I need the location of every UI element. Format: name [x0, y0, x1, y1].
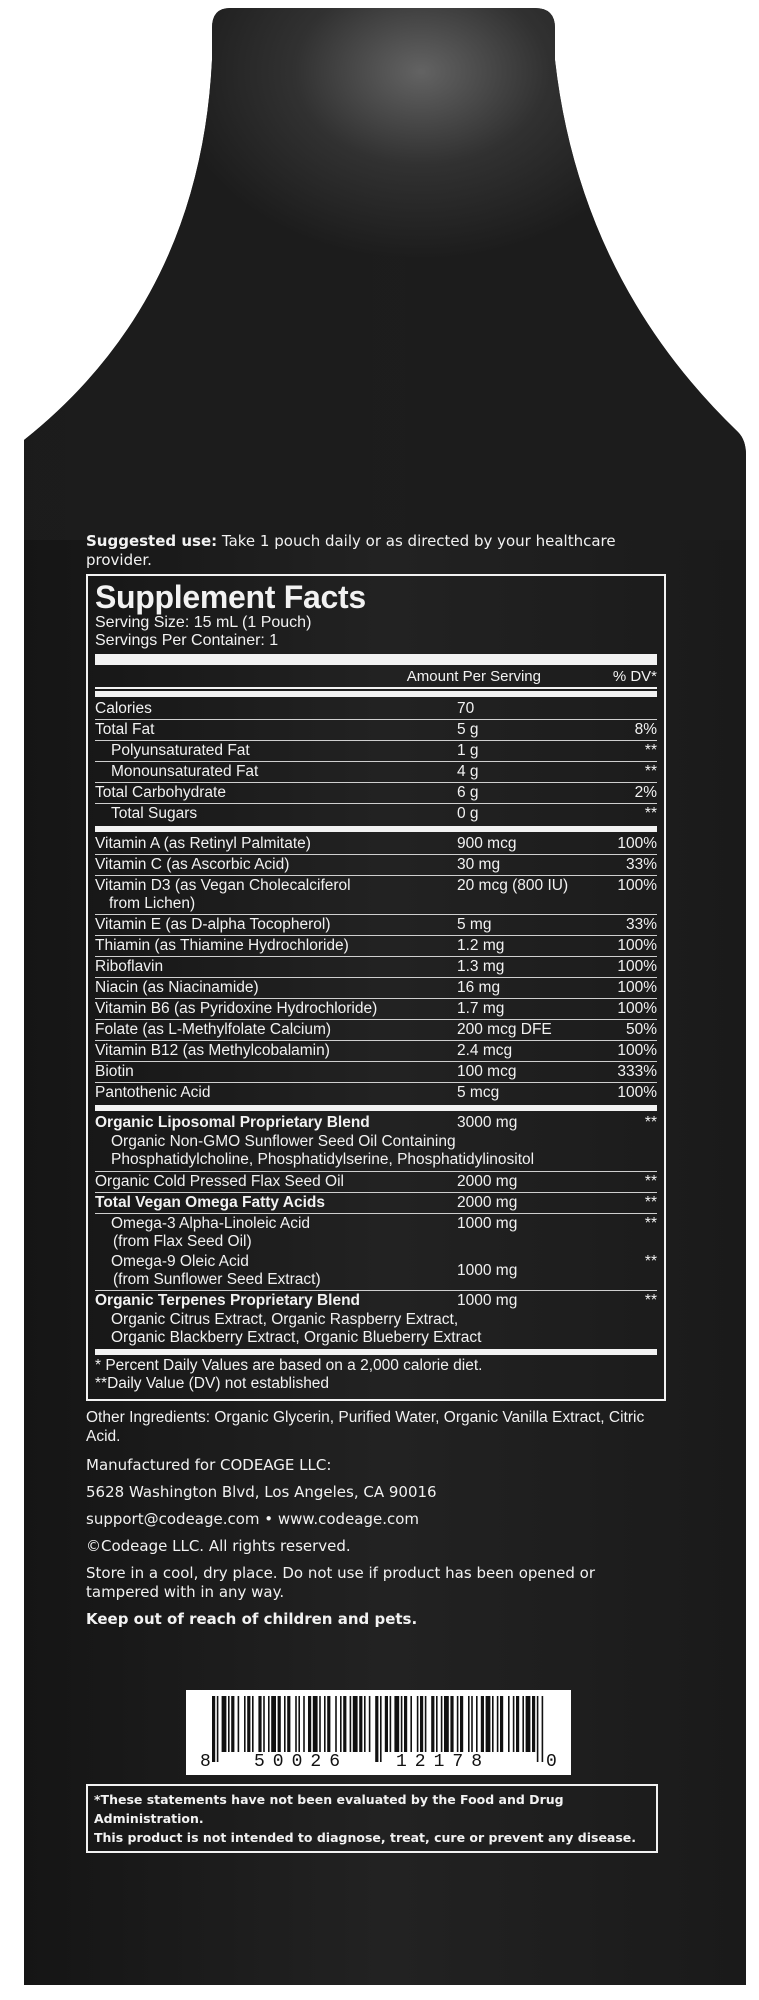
blend-amount: 3000 mg	[457, 1114, 518, 1131]
barcode-bar	[268, 1696, 270, 1752]
barcode-bar	[497, 1696, 499, 1752]
blend-sub-line: Organic Blackberry Extract, Organic Blueberry Extract	[111, 1329, 482, 1346]
nutrient-amount: 0 g	[457, 805, 479, 822]
manufacturer-contact: support@codeage.com • www.codeage.com	[86, 1510, 420, 1528]
header-dv: % DV*	[612, 668, 657, 685]
other-ingredients: Other Ingredients: Organic Glycerin, Purified Water, Organic Vanilla Extract, Citric Acid.	[86, 1409, 645, 1445]
nutrient-name: Total Carbohydrate	[95, 784, 226, 801]
facts-row-omega-9	[95, 1252, 657, 1291]
barcode-bar	[319, 1696, 321, 1752]
barcode-bar	[522, 1696, 524, 1752]
facts-row-biotin	[95, 1062, 657, 1083]
manufacturer-line: Manufactured for CODEAGE LLC:	[86, 1456, 332, 1474]
nutrient-dv: 50%	[625, 1021, 657, 1038]
barcode-bar	[284, 1696, 286, 1752]
barcode-bar	[222, 1696, 227, 1752]
nutrient-dv: **	[644, 742, 657, 759]
facts-header-row	[95, 667, 657, 689]
barcode-digit-check: 0	[546, 1752, 557, 1772]
barcode-bar	[353, 1696, 358, 1752]
barcode-bar	[364, 1696, 366, 1752]
barcode-bar	[441, 1696, 443, 1752]
facts-row-niacin	[95, 978, 657, 999]
barcode-bar	[508, 1696, 510, 1752]
nutrient-dv: **	[644, 763, 657, 780]
barcode-bar	[258, 1696, 261, 1752]
barcode	[186, 1690, 571, 1775]
disclaimer-line: *These statements have not been evaluated by the Food and Drug Administration.	[94, 1792, 564, 1826]
barcode-bar	[457, 1696, 459, 1752]
nutrient-amount: 1000 mg	[457, 1215, 518, 1232]
divider	[95, 826, 657, 832]
nutrient-amount: 1.2 mg	[457, 937, 505, 954]
facts-row-folate	[95, 1020, 657, 1041]
barcode-bar	[303, 1696, 305, 1752]
nutrient-dv: **	[644, 1194, 657, 1211]
blend-name: Organic Liposomal Proprietary Blend	[95, 1114, 370, 1131]
barcode-bar	[486, 1696, 491, 1752]
barcode-bar	[481, 1696, 484, 1752]
barcode-bar	[271, 1696, 276, 1752]
nutrient-name-line2: (from Flax Seed Oil)	[113, 1233, 252, 1250]
nutrient-dv: 100%	[617, 937, 657, 954]
facts-row-vitamin-d3	[95, 876, 657, 915]
nutrient-dv: 8%	[634, 721, 657, 738]
nutrient-name: Niacin (as Niacinamide)	[95, 979, 259, 996]
barcode-bar	[308, 1696, 311, 1752]
barcode-bar	[444, 1696, 449, 1752]
barcode-bar	[526, 1696, 531, 1752]
blend-sub-line: Organic Non-GMO Sunflower Seed Oil Containing	[111, 1133, 456, 1150]
storage-instructions: Store in a cool, dry place. Do not use if product has been opened or tampered with in any way.	[86, 1564, 596, 1601]
facts-row-vitamin-b6	[95, 999, 657, 1020]
nutrient-name	[95, 877, 457, 913]
barcode-bar	[244, 1696, 246, 1752]
barcode-bar	[460, 1696, 463, 1752]
nutrient-dv: 100%	[617, 958, 657, 975]
label-area	[86, 532, 666, 1628]
barcode-bar	[390, 1696, 392, 1752]
facts-row-calories	[95, 699, 657, 720]
copyright: ©Codeage LLC. All rights reserved.	[86, 1537, 351, 1555]
barcode-bar	[247, 1696, 250, 1752]
blend-dv: **	[644, 1114, 657, 1131]
facts-row-mono-fat	[95, 762, 657, 783]
nutrient-amount: 70	[457, 700, 475, 717]
nutrient-amount: 1 g	[457, 742, 479, 759]
nutrient-amount: 1.3 mg	[457, 958, 505, 975]
nutrient-dv: 2%	[634, 784, 657, 801]
barcode-bar	[327, 1696, 330, 1752]
barcode-bar	[404, 1696, 407, 1752]
nutrient-name: Biotin	[95, 1063, 134, 1080]
facts-row-terpenes-blend	[95, 1291, 657, 1311]
barcode-bar	[476, 1696, 478, 1752]
nutrient-name: Total Vegan Omega Fatty Acids	[95, 1194, 325, 1211]
facts-row-vitamin-a	[95, 834, 657, 855]
nutrient-dv: 100%	[617, 835, 657, 852]
barcode-bar	[401, 1696, 403, 1752]
servings-per-container: Servings Per Container: 1	[95, 632, 279, 649]
nutrient-amount: 100 mcg	[457, 1063, 517, 1080]
barcode-bar	[468, 1696, 470, 1752]
nutrient-name: Vitamin E (as D-alpha Tocopherol)	[95, 916, 331, 933]
blend-amount: 1000 mg	[457, 1292, 518, 1309]
barcode-bar	[410, 1696, 412, 1752]
nutrient-dv: 100%	[617, 1042, 657, 1059]
barcode-bar	[436, 1696, 438, 1752]
barcode-bar	[340, 1696, 342, 1752]
suggested-use	[86, 532, 666, 570]
barcode-bar	[450, 1696, 453, 1752]
nutrient-amount: 16 mg	[457, 979, 501, 996]
nutrient-amount: 5 g	[457, 721, 479, 738]
barcode-bar	[420, 1696, 423, 1752]
nutrient-name-line1: Omega-9 Oleic Acid	[111, 1253, 249, 1270]
nutrient-amount: 1.7 mg	[457, 1000, 505, 1017]
suggested-use-text: Take 1 pouch daily or as directed by your healthcare provider.	[86, 532, 616, 569]
facts-row-omega-3	[95, 1214, 657, 1252]
barcode-bar	[278, 1696, 281, 1752]
facts-row-thiamin	[95, 936, 657, 957]
nutrient-name-line1: Omega-3 Alpha-Linoleic Acid	[111, 1215, 311, 1232]
nutrient-name: Vitamin B6 (as Pyridoxine Hydrochloride)	[95, 1000, 378, 1017]
manufacturer-address: 5628 Washington Blvd, Los Angeles, CA 90016	[86, 1483, 437, 1501]
nutrient-amount: 30 mg	[457, 856, 501, 873]
nutrient-dv: **	[644, 1173, 657, 1190]
nutrient-name: Monounsaturated Fat	[111, 763, 259, 780]
blend-sub-line: Organic Citrus Extract, Organic Raspberry Extract,	[111, 1311, 459, 1328]
nutrient-dv	[587, 700, 657, 718]
facts-row-vitamin-b12	[95, 1041, 657, 1062]
nutrient-amount: 1000 mg	[457, 1262, 518, 1279]
manufacturer-info	[86, 1456, 666, 1602]
nutrient-name: Vitamin C (as Ascorbic Acid)	[95, 856, 290, 873]
footnote-dv: * Percent Daily Values are based on a 2,000 calorie diet.	[95, 1357, 483, 1374]
nutrient-amount: 2000 mg	[457, 1194, 518, 1211]
facts-row-vitamin-e	[95, 915, 657, 936]
facts-row-omega-total	[95, 1193, 657, 1214]
nutrient-name-line2: from Lichen)	[109, 895, 196, 912]
barcode-bar	[417, 1696, 419, 1752]
nutrient-dv: 33%	[625, 916, 657, 933]
suggested-use-label: Suggested use:	[86, 532, 218, 550]
nutrient-name: Total Fat	[95, 721, 155, 738]
nutrient-amount: 6 g	[457, 784, 479, 801]
nutrient-name: Calories	[95, 700, 152, 717]
barcode-bar	[513, 1696, 515, 1752]
nutrient-dv: 333%	[617, 1063, 657, 1080]
barcode-bar	[425, 1696, 427, 1752]
nutrient-name: Pantothenic Acid	[95, 1084, 211, 1101]
nutrient-dv: **	[644, 1215, 657, 1232]
nutrient-amount: 5 mg	[457, 916, 492, 933]
facts-row-sugars	[95, 804, 657, 824]
thick-divider	[95, 654, 657, 665]
barcode-bar	[324, 1696, 326, 1752]
keep-out-warning: Keep out of reach of children and pets.	[86, 1610, 418, 1628]
barcode-bar	[385, 1696, 388, 1752]
header-amount: Amount Per Serving	[406, 668, 541, 685]
facts-row-carb	[95, 783, 657, 804]
serving-size: Serving Size: 15 mL (1 Pouch)	[95, 614, 312, 631]
supplement-facts-panel	[86, 574, 666, 1401]
barcode-bar	[287, 1696, 290, 1752]
nutrient-name-line2: (from Sunflower Seed Extract)	[113, 1271, 321, 1288]
nutrient-dv: **	[644, 1253, 657, 1270]
nutrient-name: Riboflavin	[95, 958, 164, 975]
barcode-digits-left: 50026	[254, 1752, 349, 1772]
facts-row-flax-oil	[95, 1172, 657, 1193]
barcode-bar	[350, 1696, 352, 1752]
facts-row-total-fat	[95, 720, 657, 741]
nutrient-name: Organic Cold Pressed Flax Seed Oil	[95, 1173, 344, 1190]
barcode-bar	[252, 1696, 254, 1752]
blend-sub-line: Phosphatidylcholine, Phosphatidylserine, Phosphatidylinositol	[95, 1151, 657, 1172]
barcode-bar	[516, 1696, 519, 1752]
nutrient-name	[95, 1215, 457, 1251]
barcode-bar	[335, 1696, 337, 1752]
nutrient-amount: 4 g	[457, 763, 479, 780]
barcode-bar	[394, 1696, 399, 1752]
barcode-digit-lead: 8	[200, 1752, 211, 1772]
barcode-bar	[492, 1696, 494, 1752]
barcode-bar	[231, 1696, 234, 1752]
barcode-bar	[238, 1696, 240, 1752]
divider	[95, 1105, 657, 1111]
barcode-bar	[532, 1696, 535, 1752]
facts-row-liposomal-blend	[95, 1113, 657, 1133]
divider	[95, 1349, 657, 1355]
nutrient-dv: 33%	[625, 856, 657, 873]
barcode-bar	[298, 1696, 300, 1752]
nutrient-amount: 200 mcg DFE	[457, 1021, 552, 1038]
barcode-bar	[313, 1696, 318, 1752]
nutrient-dv: 100%	[617, 1084, 657, 1101]
nutrient-name: Thiamin (as Thiamine Hydrochloride)	[95, 937, 349, 954]
facts-title: Supplement Facts	[95, 579, 366, 615]
blend-dv: **	[644, 1292, 657, 1309]
barcode-bar	[263, 1696, 265, 1752]
blend-name: Organic Terpenes Proprietary Blend	[95, 1292, 361, 1309]
barcode-digits-right: 12178	[396, 1752, 491, 1772]
divider	[95, 691, 657, 697]
nutrient-dv: **	[644, 805, 657, 822]
barcode-bar	[500, 1696, 503, 1752]
nutrient-name: Vitamin B12 (as Methylcobalamin)	[95, 1042, 330, 1059]
nutrient-amount: 20 mcg (800 IU)	[457, 877, 569, 894]
nutrient-name: Vitamin A (as Retinyl Palmitate)	[95, 835, 311, 852]
nutrient-amount: 900 mcg	[457, 835, 517, 852]
nutrient-dv: 100%	[617, 877, 657, 894]
nutrient-amount: 2.4 mcg	[457, 1042, 513, 1059]
nutrient-amount: 2000 mg	[457, 1173, 518, 1190]
fda-disclaimer	[86, 1784, 658, 1853]
barcode-bar	[228, 1696, 230, 1752]
barcode-bar	[343, 1696, 346, 1752]
barcode-bar	[369, 1696, 371, 1752]
nutrient-name: Polyunsaturated Fat	[111, 742, 250, 759]
nutrient-amount: 5 mcg	[457, 1084, 500, 1101]
facts-row-riboflavin	[95, 957, 657, 978]
nutrient-dv: 100%	[617, 979, 657, 996]
barcode-bar	[431, 1696, 434, 1752]
nutrient-dv: 100%	[617, 1000, 657, 1017]
nutrient-name: Folate (as L-Methylfolate Calcium)	[95, 1021, 332, 1038]
barcode-bar	[295, 1696, 297, 1752]
barcode-bar	[359, 1696, 362, 1752]
footnote-not-established: **Daily Value (DV) not established	[95, 1375, 330, 1392]
nutrient-name: Total Sugars	[111, 805, 198, 822]
facts-row-pantothenic	[95, 1083, 657, 1103]
facts-row-vitamin-c	[95, 855, 657, 876]
barcode-digits	[186, 1752, 571, 1772]
barcode-bar	[471, 1696, 473, 1752]
disclaimer-line: This product is not intended to diagnose, treat, cure or prevent any disease.	[94, 1830, 637, 1845]
nutrient-name-line1: Vitamin D3 (as Vegan Cholecalciferol	[95, 877, 351, 894]
nutrient-name	[95, 1253, 457, 1289]
facts-row-poly-fat	[95, 741, 657, 762]
